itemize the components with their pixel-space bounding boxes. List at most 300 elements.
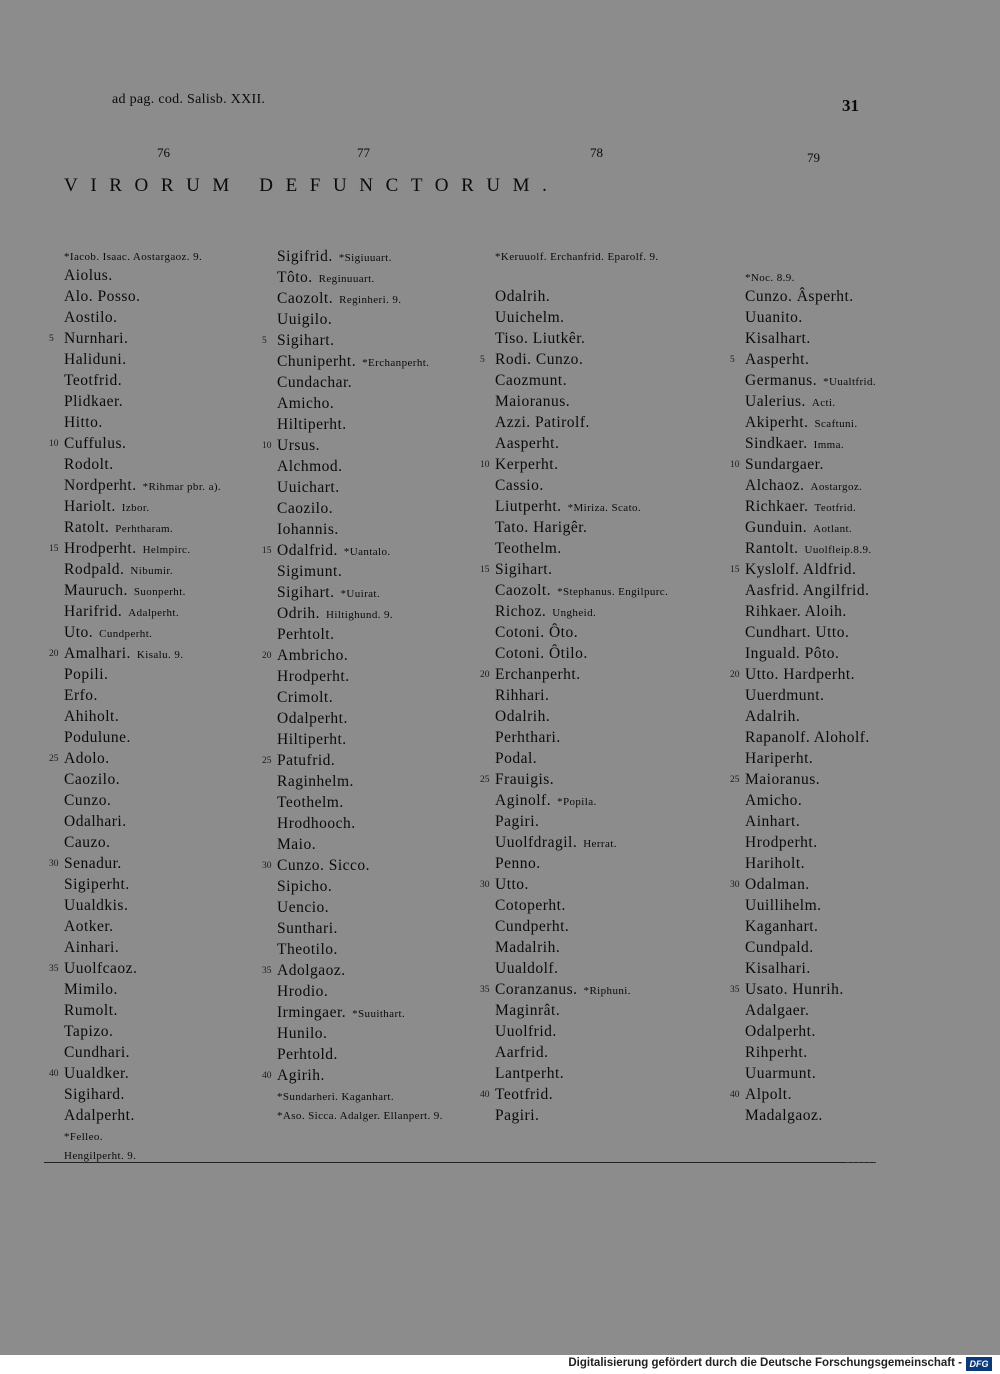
- digitization-footer: [0, 1355, 1000, 1374]
- name-entry: Cotoni. Ôtilo.: [495, 645, 588, 662]
- added-names: Acti.: [811, 397, 836, 409]
- name-entry: Tôto.: [277, 269, 313, 286]
- register-line: [64, 811, 221, 832]
- added-names: *Sigiuuart.: [338, 252, 392, 264]
- name-entry: Chuniperht.: [277, 353, 357, 370]
- name-entry: Perhtolt.: [277, 626, 335, 643]
- added-names: *Aso. Sicca. Adalger. Ellanpert. 9.: [277, 1110, 443, 1122]
- name-entry: Penno.: [495, 855, 541, 872]
- name-entry: Aginolf.: [495, 792, 552, 809]
- name-entry: Odrih.: [277, 605, 321, 622]
- name-entry: Perhtold.: [277, 1046, 338, 1063]
- name-entry: Perhthari.: [495, 729, 561, 746]
- bottom-rule-short: [846, 1162, 876, 1163]
- added-names: Herrat.: [583, 838, 617, 850]
- line-number: 5: [480, 355, 485, 365]
- line-number: 15: [730, 565, 740, 575]
- name-entry: Rumolt.: [64, 1002, 118, 1019]
- name-entry: Ahiholt.: [64, 708, 120, 725]
- name-entry: Lantperht.: [495, 1065, 565, 1082]
- added-names: Uuolfleip.8.9.: [804, 544, 872, 556]
- name-entry: Utto. Hardperht.: [745, 666, 856, 683]
- added-names: *Noc. 8.9.: [745, 272, 795, 284]
- name-entry: Senadur.: [64, 855, 122, 872]
- name-entry: Harifrid.: [64, 603, 123, 620]
- register-line: [64, 454, 221, 475]
- name-entry: Haliduni.: [64, 351, 127, 368]
- name-entry: Pagiri.: [495, 813, 540, 830]
- running-head: ad pag. cod. Salisb. XXII.: [112, 92, 266, 107]
- name-entry: Hiltiperht.: [277, 731, 347, 748]
- name-entry: Kisalhart.: [745, 330, 811, 347]
- line-number: 20: [480, 670, 490, 680]
- register-line: [262, 540, 443, 561]
- name-entry: Odalrih.: [495, 708, 551, 725]
- page-number: 31: [842, 96, 859, 115]
- register-line: [262, 1065, 443, 1086]
- register-line: [730, 1084, 876, 1105]
- name-entry: Adolgaoz.: [277, 962, 346, 979]
- name-entry: Alchmod.: [277, 458, 343, 475]
- name-entry: Rihperht.: [745, 1044, 808, 1061]
- name-entry: Maio.: [277, 836, 317, 853]
- name-entry: Ualerius.: [745, 393, 806, 410]
- register-line: [277, 351, 443, 372]
- name-entry: Uuarmunt.: [745, 1065, 817, 1082]
- register-line: [730, 664, 876, 685]
- register-line: [745, 790, 876, 811]
- register-line: [495, 265, 668, 286]
- register-line: [495, 370, 668, 391]
- register-line: [730, 769, 876, 790]
- name-entry: Rantolt.: [745, 540, 799, 557]
- register-line: [277, 246, 443, 267]
- name-entry: Hrodio.: [277, 983, 329, 1000]
- register-line: [730, 349, 876, 370]
- name-entry: Hrodperht.: [64, 540, 137, 557]
- register-line: [277, 876, 443, 897]
- register-line: [495, 706, 668, 727]
- line-number: 30: [262, 861, 272, 871]
- name-entry: Nurnhari.: [64, 330, 129, 347]
- line-number: 30: [49, 859, 59, 869]
- name-entry: Amalhari.: [64, 645, 131, 662]
- name-entry: Rodi. Cunzo.: [495, 351, 584, 368]
- name-entry: Azzi. Patirolf.: [495, 414, 590, 431]
- name-entry: Hariperht.: [745, 750, 814, 767]
- line-number: 40: [262, 1071, 272, 1081]
- column-number: 78: [590, 145, 603, 160]
- line-number: 35: [480, 985, 490, 995]
- register-line: [745, 286, 876, 307]
- name-entry: Odalrih.: [495, 288, 551, 305]
- name-entry: Cundachar.: [277, 374, 353, 391]
- column-number: 76: [157, 145, 170, 160]
- register-line: [64, 1021, 221, 1042]
- name-entry: Cunzo. Sicco.: [277, 857, 371, 874]
- register-line: [64, 412, 221, 433]
- register-line: [495, 601, 668, 622]
- name-entry: Ursus.: [277, 437, 321, 454]
- register-line: [495, 727, 668, 748]
- added-names: *Uuirat.: [340, 588, 381, 600]
- name-entry: Teotfrid.: [495, 1086, 554, 1103]
- name-entry: Odalman.: [745, 876, 810, 893]
- register-line: [64, 622, 221, 643]
- name-entry: Uualdolf.: [495, 960, 559, 977]
- name-entry: Uuillihelm.: [745, 897, 822, 914]
- page-heading: VIRORUM DEFUNCTORUM.: [64, 175, 560, 196]
- register-line: [64, 1105, 221, 1126]
- name-entry: Caozmunt.: [495, 372, 568, 389]
- name-entry: Iohannis.: [277, 521, 339, 538]
- name-entry: Aasfrid. Angilfrid.: [745, 582, 870, 599]
- register-line: [480, 874, 668, 895]
- register-line: [495, 538, 668, 559]
- register-line: [277, 918, 443, 939]
- register-line: [277, 519, 443, 540]
- register-line: [745, 412, 876, 433]
- name-entry: Odalperht.: [745, 1023, 816, 1040]
- name-entry: Caozilo.: [277, 500, 334, 517]
- line-number: 25: [730, 775, 740, 785]
- register-column-79: [730, 246, 877, 1126]
- name-entry: Nordperht.: [64, 477, 137, 494]
- name-entry: Sunthari.: [277, 920, 338, 937]
- register-line: [64, 895, 221, 916]
- register-line: [262, 645, 443, 666]
- name-entry: Kaganhart.: [745, 918, 819, 935]
- register-line: [49, 328, 221, 349]
- register-line: [745, 391, 876, 412]
- name-entry: Cundhart. Utto.: [745, 624, 850, 641]
- register-line: [745, 538, 876, 559]
- name-entry: Uuolfcaoz.: [64, 960, 138, 977]
- register-line: [730, 559, 876, 580]
- added-names: Imma.: [813, 439, 845, 451]
- name-entry: Teotfrid.: [64, 372, 123, 389]
- register-line: [745, 958, 876, 979]
- line-number: 15: [49, 544, 59, 554]
- line-number: 5: [730, 355, 735, 365]
- name-entry: Hariolt.: [64, 498, 116, 515]
- register-line: [277, 561, 443, 582]
- register-line: [745, 832, 876, 853]
- register-line: [745, 937, 876, 958]
- register-line: [277, 1002, 443, 1023]
- register-line: [495, 1063, 668, 1084]
- register-line: [495, 580, 668, 601]
- name-entry: Akiperht.: [745, 414, 809, 431]
- register-line: [262, 330, 443, 351]
- name-entry: Hrodperht.: [277, 668, 350, 685]
- register-line: [480, 979, 668, 1000]
- register-line: [745, 1021, 876, 1042]
- name-entry: Hariholt.: [745, 855, 806, 872]
- name-entry: Sigifrid.: [277, 248, 333, 265]
- line-number: 35: [730, 985, 740, 995]
- added-names: Perhtharam.: [115, 523, 174, 535]
- register-line: [64, 349, 221, 370]
- register-line: [495, 246, 668, 265]
- line-number: 25: [262, 756, 272, 766]
- register-line: [64, 664, 221, 685]
- added-names: Aotlant.: [813, 523, 853, 535]
- register-line: [64, 391, 221, 412]
- name-entry: Teothelm.: [495, 540, 562, 557]
- register-line: [495, 853, 668, 874]
- register-line: [64, 265, 221, 286]
- register-line: [480, 769, 668, 790]
- name-entry: Rapanolf. Aloholf.: [745, 729, 870, 746]
- register-line: [277, 813, 443, 834]
- register-line: [495, 1105, 668, 1126]
- added-names: Suonperht.: [133, 586, 186, 598]
- name-entry: Uencio.: [277, 899, 330, 916]
- added-names: *Suuithart.: [352, 1008, 406, 1020]
- register-line: [64, 517, 221, 538]
- name-entry: Adalgaer.: [745, 1002, 810, 1019]
- line-number: 10: [49, 439, 59, 449]
- added-names: Ungheid.: [552, 607, 597, 619]
- line-number: 40: [480, 1090, 490, 1100]
- line-number: 20: [262, 651, 272, 661]
- register-line: [495, 685, 668, 706]
- register-line: [64, 874, 221, 895]
- name-entry: Cauzo.: [64, 834, 111, 851]
- register-line: [745, 496, 876, 517]
- line-number: 25: [480, 775, 490, 785]
- register-line: [495, 643, 668, 664]
- register-line: [277, 267, 443, 288]
- register-line: [495, 937, 668, 958]
- register-line: [277, 687, 443, 708]
- added-names: *Iacob. Isaac. Aostargaoz. 9.: [64, 251, 203, 263]
- register-line: [64, 979, 221, 1000]
- name-entry: Odalhari.: [64, 813, 127, 830]
- register-line: [277, 309, 443, 330]
- name-entry: Cotoperht.: [495, 897, 566, 914]
- register-line: [745, 916, 876, 937]
- register-line: [64, 1126, 221, 1145]
- register-line: [277, 582, 443, 603]
- register-line: [277, 1086, 443, 1105]
- line-number: 40: [730, 1090, 740, 1100]
- added-names: Reginheri. 9.: [339, 294, 402, 306]
- register-line: [64, 727, 221, 748]
- register-line: [495, 832, 668, 853]
- register-line: [480, 454, 668, 475]
- name-entry: Patufrid.: [277, 752, 336, 769]
- name-entry: Germanus.: [745, 372, 818, 389]
- line-number: 35: [262, 966, 272, 976]
- name-entry: Richkaer.: [745, 498, 809, 515]
- added-names: Aostargoz.: [810, 481, 863, 493]
- register-line: [495, 328, 668, 349]
- register-line: [745, 706, 876, 727]
- added-names: Hengilperht. 9.: [64, 1150, 137, 1162]
- register-line: [64, 1042, 221, 1063]
- register-line: [745, 685, 876, 706]
- name-entry: Plidkaer.: [64, 393, 124, 410]
- name-entry: Ainhart.: [745, 813, 801, 830]
- register-line: [745, 601, 876, 622]
- register-line: [495, 916, 668, 937]
- name-entry: Cassio.: [495, 477, 544, 494]
- register-line: [495, 307, 668, 328]
- register-line: [64, 706, 221, 727]
- register-line: [495, 958, 668, 979]
- name-entry: Erchanperht.: [495, 666, 581, 683]
- name-entry: Rihkaer. Aloih.: [745, 603, 847, 620]
- name-entry: Uuerdmunt.: [745, 687, 825, 704]
- name-entry: Theotilo.: [277, 941, 338, 958]
- name-entry: Cotoni. Ôto.: [495, 624, 579, 641]
- register-line: [277, 708, 443, 729]
- line-number: 20: [730, 670, 740, 680]
- line-number: 15: [262, 546, 272, 556]
- register-line: [64, 496, 221, 517]
- name-entry: Cundhari.: [64, 1044, 131, 1061]
- register-line: [64, 1000, 221, 1021]
- register-line: [277, 729, 443, 750]
- name-entry: Erfo.: [64, 687, 98, 704]
- added-names: Helmpirc.: [142, 544, 191, 556]
- added-names: Nibumir.: [130, 565, 174, 577]
- name-entry: Cunzo. Âsperht.: [745, 288, 854, 305]
- register-line: [480, 349, 668, 370]
- register-line: [745, 622, 876, 643]
- name-entry: Caozolt.: [277, 290, 334, 307]
- added-names: *Uualtfrid.: [823, 376, 877, 388]
- line-number: 30: [480, 880, 490, 890]
- name-entry: Teothelm.: [277, 794, 344, 811]
- register-line: [49, 853, 221, 874]
- name-entry: Aotker.: [64, 918, 114, 935]
- register-line: [495, 517, 668, 538]
- register-line: [480, 664, 668, 685]
- added-names: *Popila.: [557, 796, 597, 808]
- register-line: [495, 748, 668, 769]
- line-number: 5: [49, 334, 54, 344]
- added-names: *Keruuolf. Erchanfrid. Eparolf. 9.: [495, 251, 659, 263]
- name-entry: Utto.: [495, 876, 529, 893]
- name-entry: Madalrih.: [495, 939, 561, 956]
- name-entry: Mimilo.: [64, 981, 118, 998]
- name-entry: Hunilo.: [277, 1025, 328, 1042]
- name-entry: Sigihart.: [495, 561, 553, 578]
- line-number: 40: [49, 1069, 59, 1079]
- register-line: [495, 412, 668, 433]
- name-entry: Cundpald.: [745, 939, 814, 956]
- name-entry: Uualdkis.: [64, 897, 129, 914]
- register-line: [745, 307, 876, 328]
- register-line: [277, 792, 443, 813]
- footer-text: Digitalisierung gefördert durch die Deutsche Forschungsgemeinschaft -: [568, 1357, 962, 1369]
- name-entry: Rodolt.: [64, 456, 114, 473]
- name-entry: Hitto.: [64, 414, 103, 431]
- column-number: 77: [357, 145, 370, 160]
- name-entry: Maioranus.: [745, 771, 821, 788]
- register-line: [64, 832, 221, 853]
- register-line: [49, 748, 221, 769]
- name-entry: Aasperht.: [745, 351, 810, 368]
- register-line: [64, 790, 221, 811]
- name-entry: Ratolt.: [64, 519, 110, 536]
- register-line: [64, 475, 221, 496]
- register-line: [49, 538, 221, 559]
- register-line: [277, 456, 443, 477]
- register-line: [262, 435, 443, 456]
- register-line: [495, 1021, 668, 1042]
- name-entry: Cuffulus.: [64, 435, 127, 452]
- register-line: [745, 811, 876, 832]
- register-line: [64, 580, 221, 601]
- name-entry: Hrodperht.: [745, 834, 818, 851]
- line-number: 15: [480, 565, 490, 575]
- register-line: [64, 246, 221, 265]
- register-line: [745, 643, 876, 664]
- name-entry: Cunzo.: [64, 792, 112, 809]
- line-number: 10: [480, 460, 490, 470]
- name-entry: Tapizo.: [64, 1023, 114, 1040]
- register-line: [745, 1000, 876, 1021]
- register-line: [277, 624, 443, 645]
- register-line: [495, 622, 668, 643]
- line-number: 10: [730, 460, 740, 470]
- name-entry: Uuanito.: [745, 309, 803, 326]
- register-line: [495, 475, 668, 496]
- name-entry: Rodpald.: [64, 561, 125, 578]
- register-line: [277, 498, 443, 519]
- name-entry: Sigihart.: [277, 332, 335, 349]
- register-column-78: [480, 246, 669, 1126]
- line-number: 5: [262, 336, 267, 346]
- name-entry: Maginrât.: [495, 1002, 561, 1019]
- dfg-logo: DFG: [966, 1357, 992, 1371]
- name-entry: Uuichart.: [277, 479, 340, 496]
- register-line: [64, 769, 221, 790]
- added-names: Reginuuart.: [318, 273, 375, 285]
- register-line: [277, 603, 443, 624]
- added-names: *Stephanus. Engilpurc.: [557, 586, 669, 598]
- register-line: [495, 790, 668, 811]
- line-number: 35: [49, 964, 59, 974]
- register-line: [495, 1000, 668, 1021]
- register-line: [495, 895, 668, 916]
- name-entry: Caozilo.: [64, 771, 121, 788]
- added-names: *Sundarheri. Kaganhart.: [277, 1091, 395, 1103]
- name-entry: Uuigilo.: [277, 311, 333, 328]
- register-line: [730, 454, 876, 475]
- name-entry: Adolo.: [64, 750, 110, 767]
- register-line: [277, 372, 443, 393]
- register-line: [277, 939, 443, 960]
- name-entry: Gunduin.: [745, 519, 808, 536]
- register-line: [262, 960, 443, 981]
- name-entry: Sigihart.: [277, 584, 335, 601]
- name-entry: Pagiri.: [495, 1107, 540, 1124]
- added-names: Hiltighund. 9.: [326, 609, 394, 621]
- register-line: [262, 855, 443, 876]
- register-line: [745, 328, 876, 349]
- name-entry: Sundargaer.: [745, 456, 824, 473]
- register-line: [277, 1044, 443, 1065]
- name-entry: Inguald. Pôto.: [745, 645, 840, 662]
- register-line: [64, 370, 221, 391]
- name-entry: Odalfrid.: [277, 542, 338, 559]
- name-entry: Sigiperht.: [64, 876, 130, 893]
